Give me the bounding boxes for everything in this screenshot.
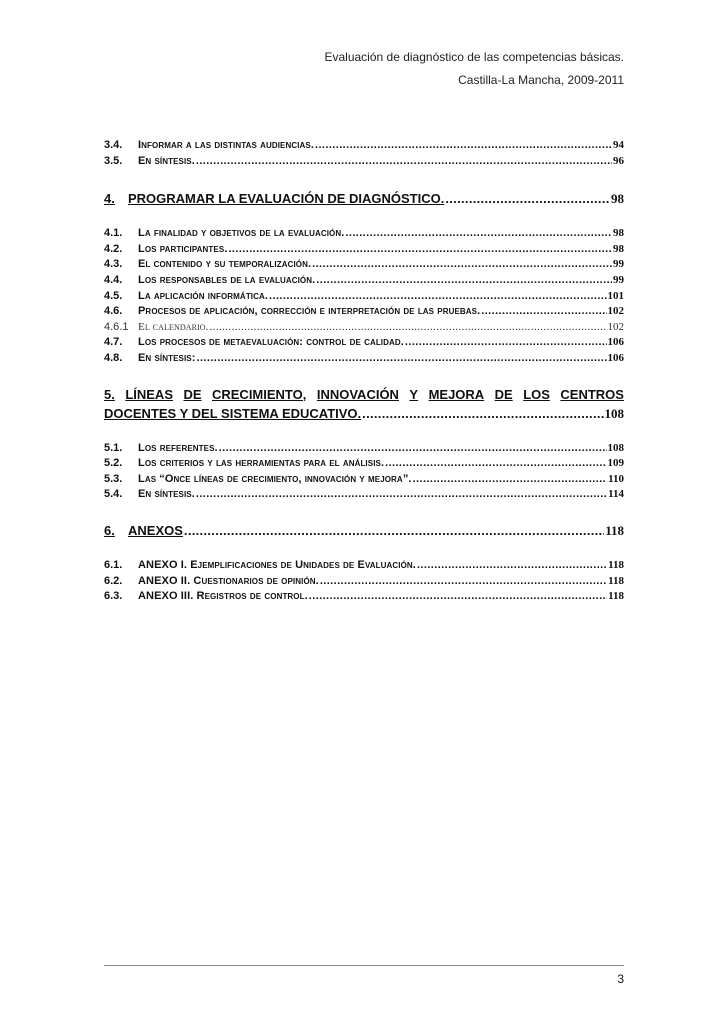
toc-leader-dots <box>345 226 612 242</box>
toc-entry-page: 118 <box>608 558 624 571</box>
toc-chapter-word: DE <box>494 386 513 402</box>
toc-entry-number: 4.5. <box>104 289 123 302</box>
toc-entry-4-6-1[interactable] <box>104 320 624 336</box>
toc-entry-title: ANEXO II. Cuestionarios de opinión. <box>138 574 319 587</box>
toc-entry-4-8[interactable] <box>104 351 624 367</box>
toc-entry-number: 3.4. <box>104 139 123 151</box>
toc-entry-title: La aplicación informática. <box>138 289 269 302</box>
toc-entry-number: 4.6.1 <box>104 320 129 333</box>
toc-entry-5-4[interactable] <box>104 487 624 503</box>
toc-entry-6-1[interactable] <box>104 558 624 574</box>
footer-divider <box>104 965 624 966</box>
toc-entry-page: 108 <box>607 441 624 454</box>
toc-entry-title: En síntesis. <box>138 488 195 501</box>
toc-chapter-number: 5. <box>104 386 115 402</box>
toc-leader-dots <box>210 320 607 336</box>
toc-entry-title: ANEXO I. Ejemplificaciones de Unidades de Evaluación. <box>138 558 416 571</box>
toc-chapter-page: 118 <box>605 522 624 538</box>
table-of-contents <box>104 138 624 605</box>
toc-entry-title: ANEXO III. Registros de control. <box>138 590 308 603</box>
toc-entry-5-3[interactable] <box>104 472 624 488</box>
toc-leader-dots <box>219 441 607 457</box>
toc-chapter-page: 98 <box>611 191 624 207</box>
toc-entry-number: 4.8. <box>104 351 123 364</box>
toc-entry-number: 4.6. <box>104 305 123 318</box>
toc-entry-5-1[interactable] <box>104 441 624 457</box>
toc-entry-page: 98 <box>613 242 624 255</box>
toc-leader-dots <box>316 273 612 289</box>
toc-leader-dots <box>445 189 610 208</box>
page-header <box>324 46 624 92</box>
toc-chapter-title: ANEXOS <box>128 522 183 538</box>
toc-leader-dots <box>385 456 606 472</box>
header-title: Evaluación de diagnóstico de las competencias básicas. <box>324 50 624 64</box>
toc-entry-3-4[interactable] <box>104 138 624 154</box>
toc-chapter-word: DE <box>183 386 202 402</box>
toc-entry-4-2[interactable] <box>104 242 624 258</box>
toc-entry-number: 5.3. <box>104 472 123 485</box>
toc-leader-dots <box>312 257 612 273</box>
toc-entry-page: 101 <box>607 289 624 302</box>
toc-leader-dots <box>413 472 608 488</box>
header-subtitle: Castilla-La Mancha, 2009-2011 <box>458 73 624 87</box>
toc-chapter-word: MEJORA <box>428 386 485 402</box>
toc-entry-title: Los criterios y las herramientas para el análisis. <box>138 457 385 470</box>
toc-entry-number: 5.4. <box>104 488 123 501</box>
toc-leader-dots <box>309 589 607 605</box>
toc-entry-5-2[interactable] <box>104 456 624 472</box>
toc-entry-4-3[interactable] <box>104 257 624 273</box>
toc-leader-dots <box>228 242 612 258</box>
toc-leader-dots <box>417 558 607 574</box>
toc-entry-number: 4.2. <box>104 242 123 255</box>
toc-leader-dots <box>362 404 603 423</box>
toc-entry-page: 102 <box>607 320 624 333</box>
toc-entry-page: 109 <box>607 457 624 470</box>
toc-entry-page: 94 <box>613 139 624 151</box>
toc-chapter-5[interactable] <box>104 385 624 423</box>
toc-entry-6-3[interactable] <box>104 589 624 605</box>
toc-entry-title: Los participantes. <box>138 242 228 255</box>
toc-chapter-title: DOCENTES Y DEL SISTEMA EDUCATIVO. <box>104 405 362 421</box>
toc-chapter-word: LÍNEAS <box>125 386 173 402</box>
toc-entry-3-5[interactable] <box>104 154 624 170</box>
toc-leader-dots <box>196 154 612 170</box>
toc-entry-number: 6.3. <box>104 590 123 603</box>
toc-chapter-number: 4. <box>104 191 115 207</box>
toc-leader-dots <box>269 289 606 305</box>
toc-entry-number: 4.4. <box>104 273 123 286</box>
toc-entry-6-2[interactable] <box>104 574 624 590</box>
toc-chapter-number: 6. <box>104 522 115 538</box>
toc-chapter-word: Y <box>409 386 419 402</box>
toc-entry-title: Las “Once líneas de crecimiento, innovación y mejora”. <box>138 472 412 485</box>
toc-chapter-word: LOS <box>523 386 550 402</box>
toc-entry-number: 5.2. <box>104 457 123 470</box>
toc-leader-dots <box>315 138 612 154</box>
toc-entry-page: 102 <box>607 305 624 318</box>
toc-entry-number: 6.1. <box>104 558 123 571</box>
toc-entry-page: 99 <box>613 273 624 286</box>
toc-entry-title: La finalidad y objetivos de la evaluación. <box>138 227 345 240</box>
toc-leader-dots <box>197 351 607 367</box>
toc-entry-title: El calendario. <box>138 320 209 333</box>
toc-entry-4-4[interactable] <box>104 273 624 289</box>
toc-entry-page: 99 <box>613 258 624 271</box>
toc-entry-title: Informar a las distintas audiencias. <box>138 139 315 151</box>
toc-chapter-title-line1 <box>104 385 624 404</box>
toc-entry-title: En síntesis: <box>138 351 196 364</box>
toc-entry-number: 3.5. <box>104 154 123 167</box>
toc-entry-4-1[interactable] <box>104 226 624 242</box>
toc-leader-dots <box>184 521 604 540</box>
toc-entry-page: 114 <box>608 488 624 501</box>
toc-chapter-page: 108 <box>604 405 624 421</box>
toc-entry-page: 110 <box>608 472 624 485</box>
toc-entry-number: 4.3. <box>104 258 123 271</box>
toc-entry-page: 106 <box>607 336 624 349</box>
toc-chapter-title: PROGRAMAR LA EVALUACIÓN DE DIAGNÓSTICO. <box>128 191 445 207</box>
toc-chapter-title-line2 <box>104 404 624 423</box>
toc-entry-title: En síntesis. <box>138 154 195 167</box>
toc-entry-page: 98 <box>613 227 624 240</box>
toc-entry-page: 106 <box>607 351 624 364</box>
toc-entry-4-7[interactable] <box>104 335 624 351</box>
toc-chapter-4[interactable] <box>104 189 624 208</box>
page-number: 3 <box>617 972 624 986</box>
toc-entry-number: 5.1. <box>104 441 123 454</box>
toc-entry-title: Los referentes. <box>138 441 218 454</box>
toc-entry-number: 4.1. <box>104 227 123 240</box>
toc-entry-title: Procesos de aplicación, corrección e interpretación de las pruebas. <box>138 305 481 318</box>
toc-chapter-word: CENTROS <box>560 386 624 402</box>
toc-entry-page: 96 <box>613 154 624 167</box>
toc-leader-dots <box>196 487 607 503</box>
toc-entry-title: El contenido y su temporalización. <box>138 258 312 271</box>
toc-chapter-6[interactable] <box>104 521 624 540</box>
toc-entry-4-5[interactable] <box>104 289 624 305</box>
toc-entry-title: Los procesos de metaevaluación: control de calidad. <box>138 336 404 349</box>
toc-chapter-word: CRECIMIENTO, <box>211 386 307 402</box>
toc-entry-4-6[interactable] <box>104 304 624 320</box>
toc-entry-number: 4.7. <box>104 336 123 349</box>
toc-entry-number: 6.2. <box>104 574 123 587</box>
toc-leader-dots <box>320 574 607 590</box>
toc-entry-title: Los responsables de la evaluación. <box>138 273 316 286</box>
toc-entry-page: 118 <box>608 574 624 587</box>
toc-leader-dots <box>405 335 607 351</box>
toc-chapter-word: INNOVACIÓN <box>316 386 399 402</box>
toc-leader-dots <box>481 304 606 320</box>
toc-entry-page: 118 <box>608 590 624 603</box>
